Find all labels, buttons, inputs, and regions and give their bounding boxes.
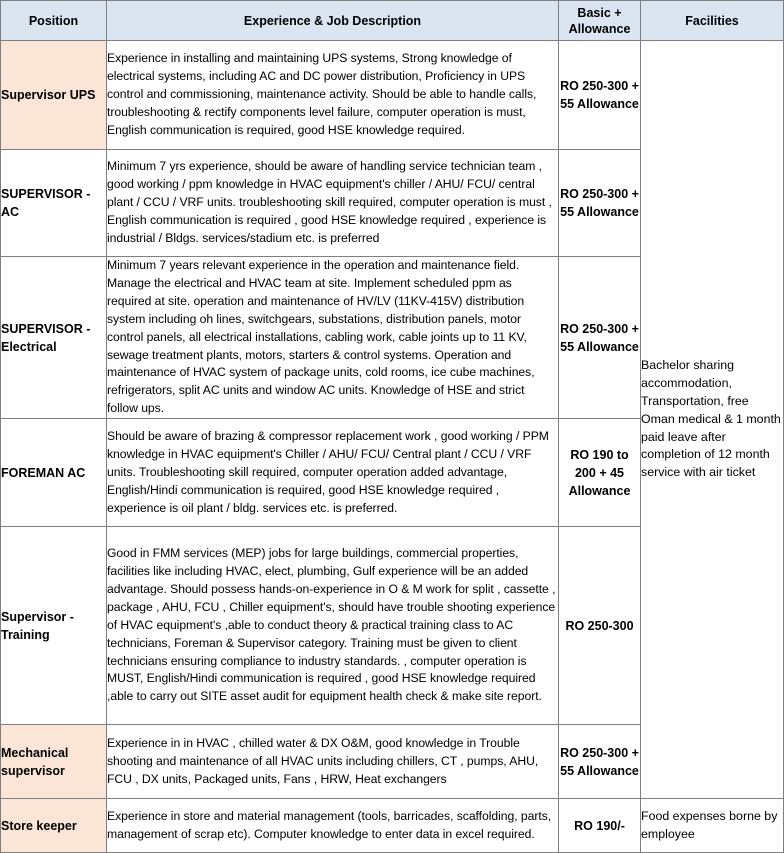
position-cell: Store keeper xyxy=(1,799,107,853)
header-pay: Basic + Allowance xyxy=(559,1,641,41)
header-experience: Experience & Job Description xyxy=(107,1,559,41)
description-cell: Experience in installing and maintaining UPS systems, Strong knowledge of electrical systems, including AC and DC power distribution, Proficiency in UPS control and commissioning, maintenance activity. Should be able to handle calls, troubleshooting & rectify components level failure, computer operation is must, English communication is required, good HSE knowledge required. xyxy=(107,41,559,150)
table-row xyxy=(1,41,784,150)
description-cell: Should be aware of brazing & compressor replacement work , good working / PPM knowledge in HVAC equipment's Chiller / AHU/ FCU/ Central plant / CCU / VRF units. Troubleshooting skill required, computer operation added advantage, English/Hindi communication is required, good HSE knowledge required , experience is oil plant / bldg. services etc. is preferred. xyxy=(107,419,559,527)
description-cell: Good in FMM services (MEP) jobs for large buildings, commercial properties, facilities like including HVAC, elect, plumbing, Gulf experience will be an added advantage. Should possess hands-on-experience in O & M work for split , cassette , package , AHU, FCU , Chiller equipment's, should have trouble shooting experience of HVAC equipment's ,able to conduct theory & practical training class to AC technicians, Foreman & Supervisor category. Training must be given to client technicians ensuring compliance to industry standards. , computer operation is MUST, English/Hindi communication is required , good HSE knowledge required ,able to carry out SITE asset audit for equipment health check & make site report. xyxy=(107,527,559,725)
pay-cell: RO 190 to 200 + 45 Allowance xyxy=(559,419,641,527)
header-position: Position xyxy=(1,1,107,41)
position-cell: SUPERVISOR - AC xyxy=(1,150,107,257)
header-facilities: Facilities xyxy=(641,1,784,41)
pay-cell: RO 250-300 + 55 Allowance xyxy=(559,257,641,419)
header-row xyxy=(1,1,784,41)
table-row xyxy=(1,799,784,853)
store-keeper-facilities-cell: Food expenses borne by employee xyxy=(641,799,784,853)
position-cell: FOREMAN AC xyxy=(1,419,107,527)
description-cell: Minimum 7 yrs experience, should be aware of handling service technician team , good working / ppm knowledge in HVAC equipment's chiller / AHU/ FCU/ central plant / CCU / VRF units. troubleshooting skill required, computer operation is must , English communication is required , good HSE knowledge required , experience is industrial / Bldgs. services/stadium etc. is preferred xyxy=(107,150,559,257)
description-cell: Experience in in HVAC , chilled water & DX O&M, good knowledge in Trouble shooting and maintenance of all HVAC units including chillers, CT , pumps, AHU, FCU , DX units, Packaged units, Fans , HRW, Heat exchangers xyxy=(107,725,559,799)
position-cell: Supervisor UPS xyxy=(1,41,107,150)
pay-cell: RO 250-300 + 55 Allowance xyxy=(559,725,641,799)
facilities-cell: Bachelor sharing accommodation, Transportation, free Oman medical & 1 month paid leave after completion of 12 month service with air ticket xyxy=(641,41,784,799)
position-cell: Supervisor - Training xyxy=(1,527,107,725)
position-cell: Mechanical supervisor xyxy=(1,725,107,799)
pay-cell: RO 250-300 + 55 Allowance xyxy=(559,41,641,150)
position-cell: SUPERVISOR - Electrical xyxy=(1,257,107,419)
description-cell: Experience in store and material management (tools, barricades, scaffolding, parts, management of scrap etc). Computer knowledge to enter data in excel required. xyxy=(107,799,559,853)
pay-cell: RO 250-300 + 55 Allowance xyxy=(559,150,641,257)
pay-cell: RO 190/- xyxy=(559,799,641,853)
description-cell: Minimum 7 years relevant experience in the operation and maintenance field. Manage the electrical and HVAC team at site. Implement scheduled ppm as required at site. operation and maintenance of HV/LV (11KV-415V) distribution system including oh lines, switchgears, substations, distribution panels, motor control panels, all electrical installations, cabling work, cable joints up to 11 KV, sewage treatment plants, motors, starters & control systems. Operation and maintenance of HVAC system of package units, cold rooms, ice cube machines, refrigerators, split AC units and window AC units. Knowledge of HSE and strict follow ups. xyxy=(107,257,559,419)
pay-cell: RO 250-300 xyxy=(559,527,641,725)
